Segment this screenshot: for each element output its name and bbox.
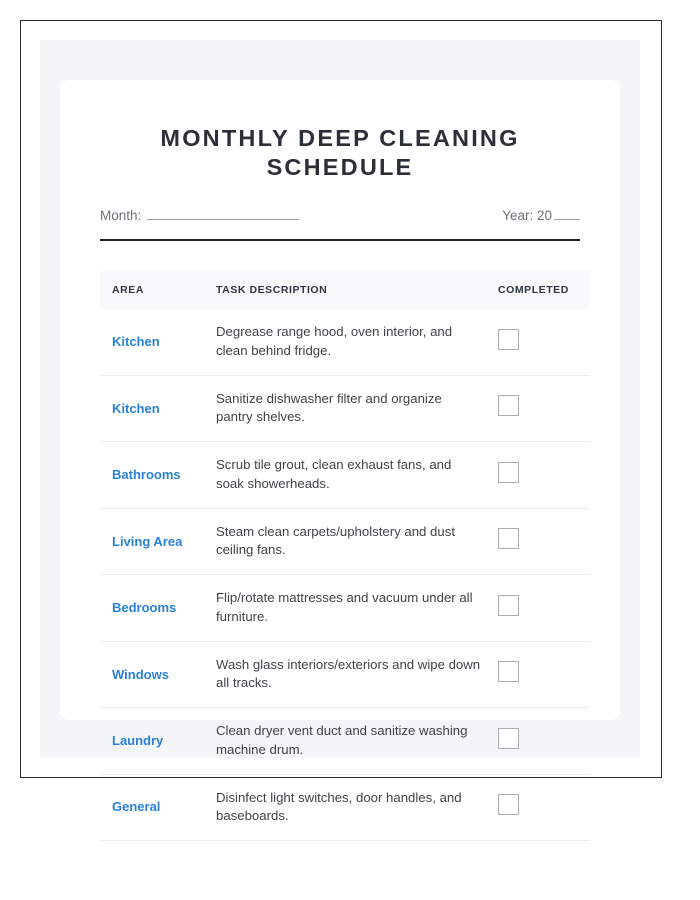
completed-checkbox[interactable] bbox=[498, 728, 519, 749]
table-row bbox=[100, 442, 590, 508]
task-table bbox=[100, 271, 590, 841]
cell-completed bbox=[498, 774, 590, 840]
table-row bbox=[100, 641, 590, 707]
cell-area: Bathrooms bbox=[100, 442, 216, 508]
cell-task-description: Scrub tile grout, clean exhaust fans, and soak showerheads. bbox=[216, 442, 498, 508]
table-row bbox=[100, 774, 590, 840]
completed-checkbox[interactable] bbox=[498, 595, 519, 616]
cell-completed bbox=[498, 309, 590, 375]
column-header-task: TASK DESCRIPTION bbox=[216, 271, 498, 309]
year-blank-line[interactable] bbox=[554, 208, 580, 220]
table-row bbox=[100, 309, 590, 375]
cell-area: Kitchen bbox=[100, 375, 216, 441]
cell-completed bbox=[498, 708, 590, 774]
cell-task-description: Clean dryer vent duct and sanitize washing machine drum. bbox=[216, 708, 498, 774]
cell-task-description: Degrease range hood, oven interior, and clean behind fridge. bbox=[216, 309, 498, 375]
completed-checkbox[interactable] bbox=[498, 528, 519, 549]
completed-checkbox[interactable] bbox=[498, 329, 519, 350]
completed-checkbox[interactable] bbox=[498, 462, 519, 483]
month-label: Month: bbox=[100, 208, 142, 224]
cell-completed bbox=[498, 575, 590, 641]
cell-task-description: Disinfect light switches, door handles, and baseboards. bbox=[216, 774, 498, 840]
table-row bbox=[100, 375, 590, 441]
table-row bbox=[100, 708, 590, 774]
task-table-body bbox=[100, 309, 590, 840]
page-title: MONTHLY DEEP CLEANING SCHEDULE bbox=[160, 125, 520, 181]
task-table-head bbox=[100, 271, 590, 309]
cell-area: Bedrooms bbox=[100, 575, 216, 641]
column-header-completed: COMPLETED bbox=[498, 271, 590, 309]
month-blank-line[interactable] bbox=[147, 208, 299, 220]
document-body bbox=[60, 80, 620, 841]
table-header-row bbox=[100, 271, 590, 309]
column-header-area: AREA bbox=[100, 271, 216, 309]
year-label: Year: 20 bbox=[502, 208, 552, 224]
header-divider bbox=[100, 239, 580, 241]
month-field[interactable] bbox=[100, 208, 299, 223]
cell-task-description: Steam clean carpets/upholstery and dust ceiling fans. bbox=[216, 508, 498, 574]
meta-row bbox=[100, 208, 580, 223]
year-field[interactable] bbox=[502, 208, 580, 223]
cell-area: Laundry bbox=[100, 708, 216, 774]
cell-completed bbox=[498, 508, 590, 574]
completed-checkbox[interactable] bbox=[498, 395, 519, 416]
table-row bbox=[100, 575, 590, 641]
cell-area: Kitchen bbox=[100, 309, 216, 375]
cell-area: Windows bbox=[100, 641, 216, 707]
cell-task-description: Sanitize dishwasher filter and organize pantry shelves. bbox=[216, 375, 498, 441]
completed-checkbox[interactable] bbox=[498, 794, 519, 815]
cell-completed bbox=[498, 375, 590, 441]
cell-area: Living Area bbox=[100, 508, 216, 574]
cell-completed bbox=[498, 442, 590, 508]
cell-task-description: Wash glass interiors/exteriors and wipe down all tracks. bbox=[216, 641, 498, 707]
completed-checkbox[interactable] bbox=[498, 661, 519, 682]
page-frame bbox=[20, 20, 662, 824]
cell-area: General bbox=[100, 774, 216, 840]
table-row bbox=[100, 508, 590, 574]
cell-completed bbox=[498, 641, 590, 707]
cell-task-description: Flip/rotate mattresses and vacuum under all furniture. bbox=[216, 575, 498, 641]
